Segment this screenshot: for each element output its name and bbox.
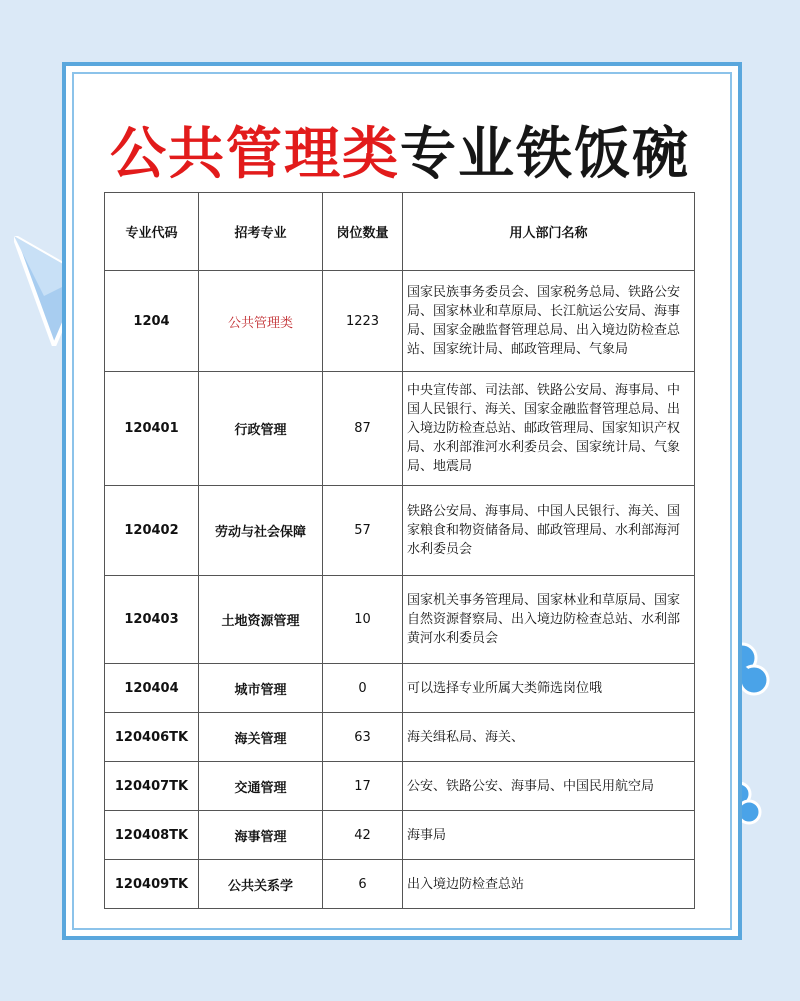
table-row: [105, 271, 695, 372]
cell-count: 10: [323, 576, 403, 664]
header-code: 专业代码: [105, 193, 199, 271]
cell-major: 海事管理: [199, 811, 323, 860]
cell-dept: 海关缉私局、海关、: [403, 713, 695, 762]
cell-major: 海关管理: [199, 713, 323, 762]
table-row: [105, 762, 695, 811]
cell-dept: 国家机关事务管理局、国家林业和草原局、国家自然资源督察局、出入境边防检查总站、水利部黄河水利委员会: [403, 576, 695, 664]
cell-count: 0: [323, 664, 403, 713]
table-header-row: [105, 193, 695, 271]
cell-dept: 公安、铁路公安、海事局、中国民用航空局: [403, 762, 695, 811]
table-row: [105, 372, 695, 486]
cell-dept: 国家民族事务委员会、国家税务总局、铁路公安局、国家林业和草原局、长江航运公安局、海事局、国家金融监督管理总局、出入境边防检查总站、国家统计局、邮政管理局、气象局: [403, 271, 695, 372]
table-row: [105, 713, 695, 762]
cell-count: 42: [323, 811, 403, 860]
title-rest: 专业铁饭碗: [400, 122, 690, 187]
cell-code: 120402: [105, 486, 199, 576]
cell-major: 行政管理: [199, 372, 323, 486]
cell-code: 120403: [105, 576, 199, 664]
cell-dept: 铁路公安局、海事局、中国人民银行、海关、国家粮食和物资储备局、邮政管理局、水利部海河水利委员会: [403, 486, 695, 576]
cell-dept: 海事局: [403, 811, 695, 860]
table-row: [105, 811, 695, 860]
cell-count: 1223: [323, 271, 403, 372]
page-title: [0, 110, 800, 190]
cell-dept: 中央宣传部、司法部、铁路公安局、海事局、中国人民银行、海关、国家金融监督管理总局、出入境边防检查总站、邮政管理局、国家知识产权局、水利部淮河水利委员会、国家统计局、气象局、地震局: [403, 372, 695, 486]
cell-dept: 可以选择专业所属大类筛选岗位哦: [403, 664, 695, 713]
table-row: [105, 860, 695, 909]
cell-code: 120401: [105, 372, 199, 486]
cell-major: 城市管理: [199, 664, 323, 713]
cell-code: 120409TK: [105, 860, 199, 909]
header-major: 招考专业: [199, 193, 323, 271]
cell-code: 120406TK: [105, 713, 199, 762]
cell-major: 公共关系学: [199, 860, 323, 909]
cell-dept: 出入境边防检查总站: [403, 860, 695, 909]
table-row: [105, 576, 695, 664]
cell-count: 63: [323, 713, 403, 762]
cell-count: 87: [323, 372, 403, 486]
table-row: [105, 486, 695, 576]
table-row: [105, 664, 695, 713]
cell-code: 1204: [105, 271, 199, 372]
cell-code: 120404: [105, 664, 199, 713]
cell-major: 土地资源管理: [199, 576, 323, 664]
cell-major: 交通管理: [199, 762, 323, 811]
cell-code: 120407TK: [105, 762, 199, 811]
cell-count: 57: [323, 486, 403, 576]
cell-count: 17: [323, 762, 403, 811]
major-table: [104, 192, 695, 909]
header-count: 岗位数量: [323, 193, 403, 271]
title-highlight: 公共管理类: [110, 122, 400, 187]
header-dept: 用人部门名称: [403, 193, 695, 271]
cell-code: 120408TK: [105, 811, 199, 860]
cell-count: 6: [323, 860, 403, 909]
cell-major: 劳动与社会保障: [199, 486, 323, 576]
cell-major: 公共管理类: [199, 271, 323, 372]
